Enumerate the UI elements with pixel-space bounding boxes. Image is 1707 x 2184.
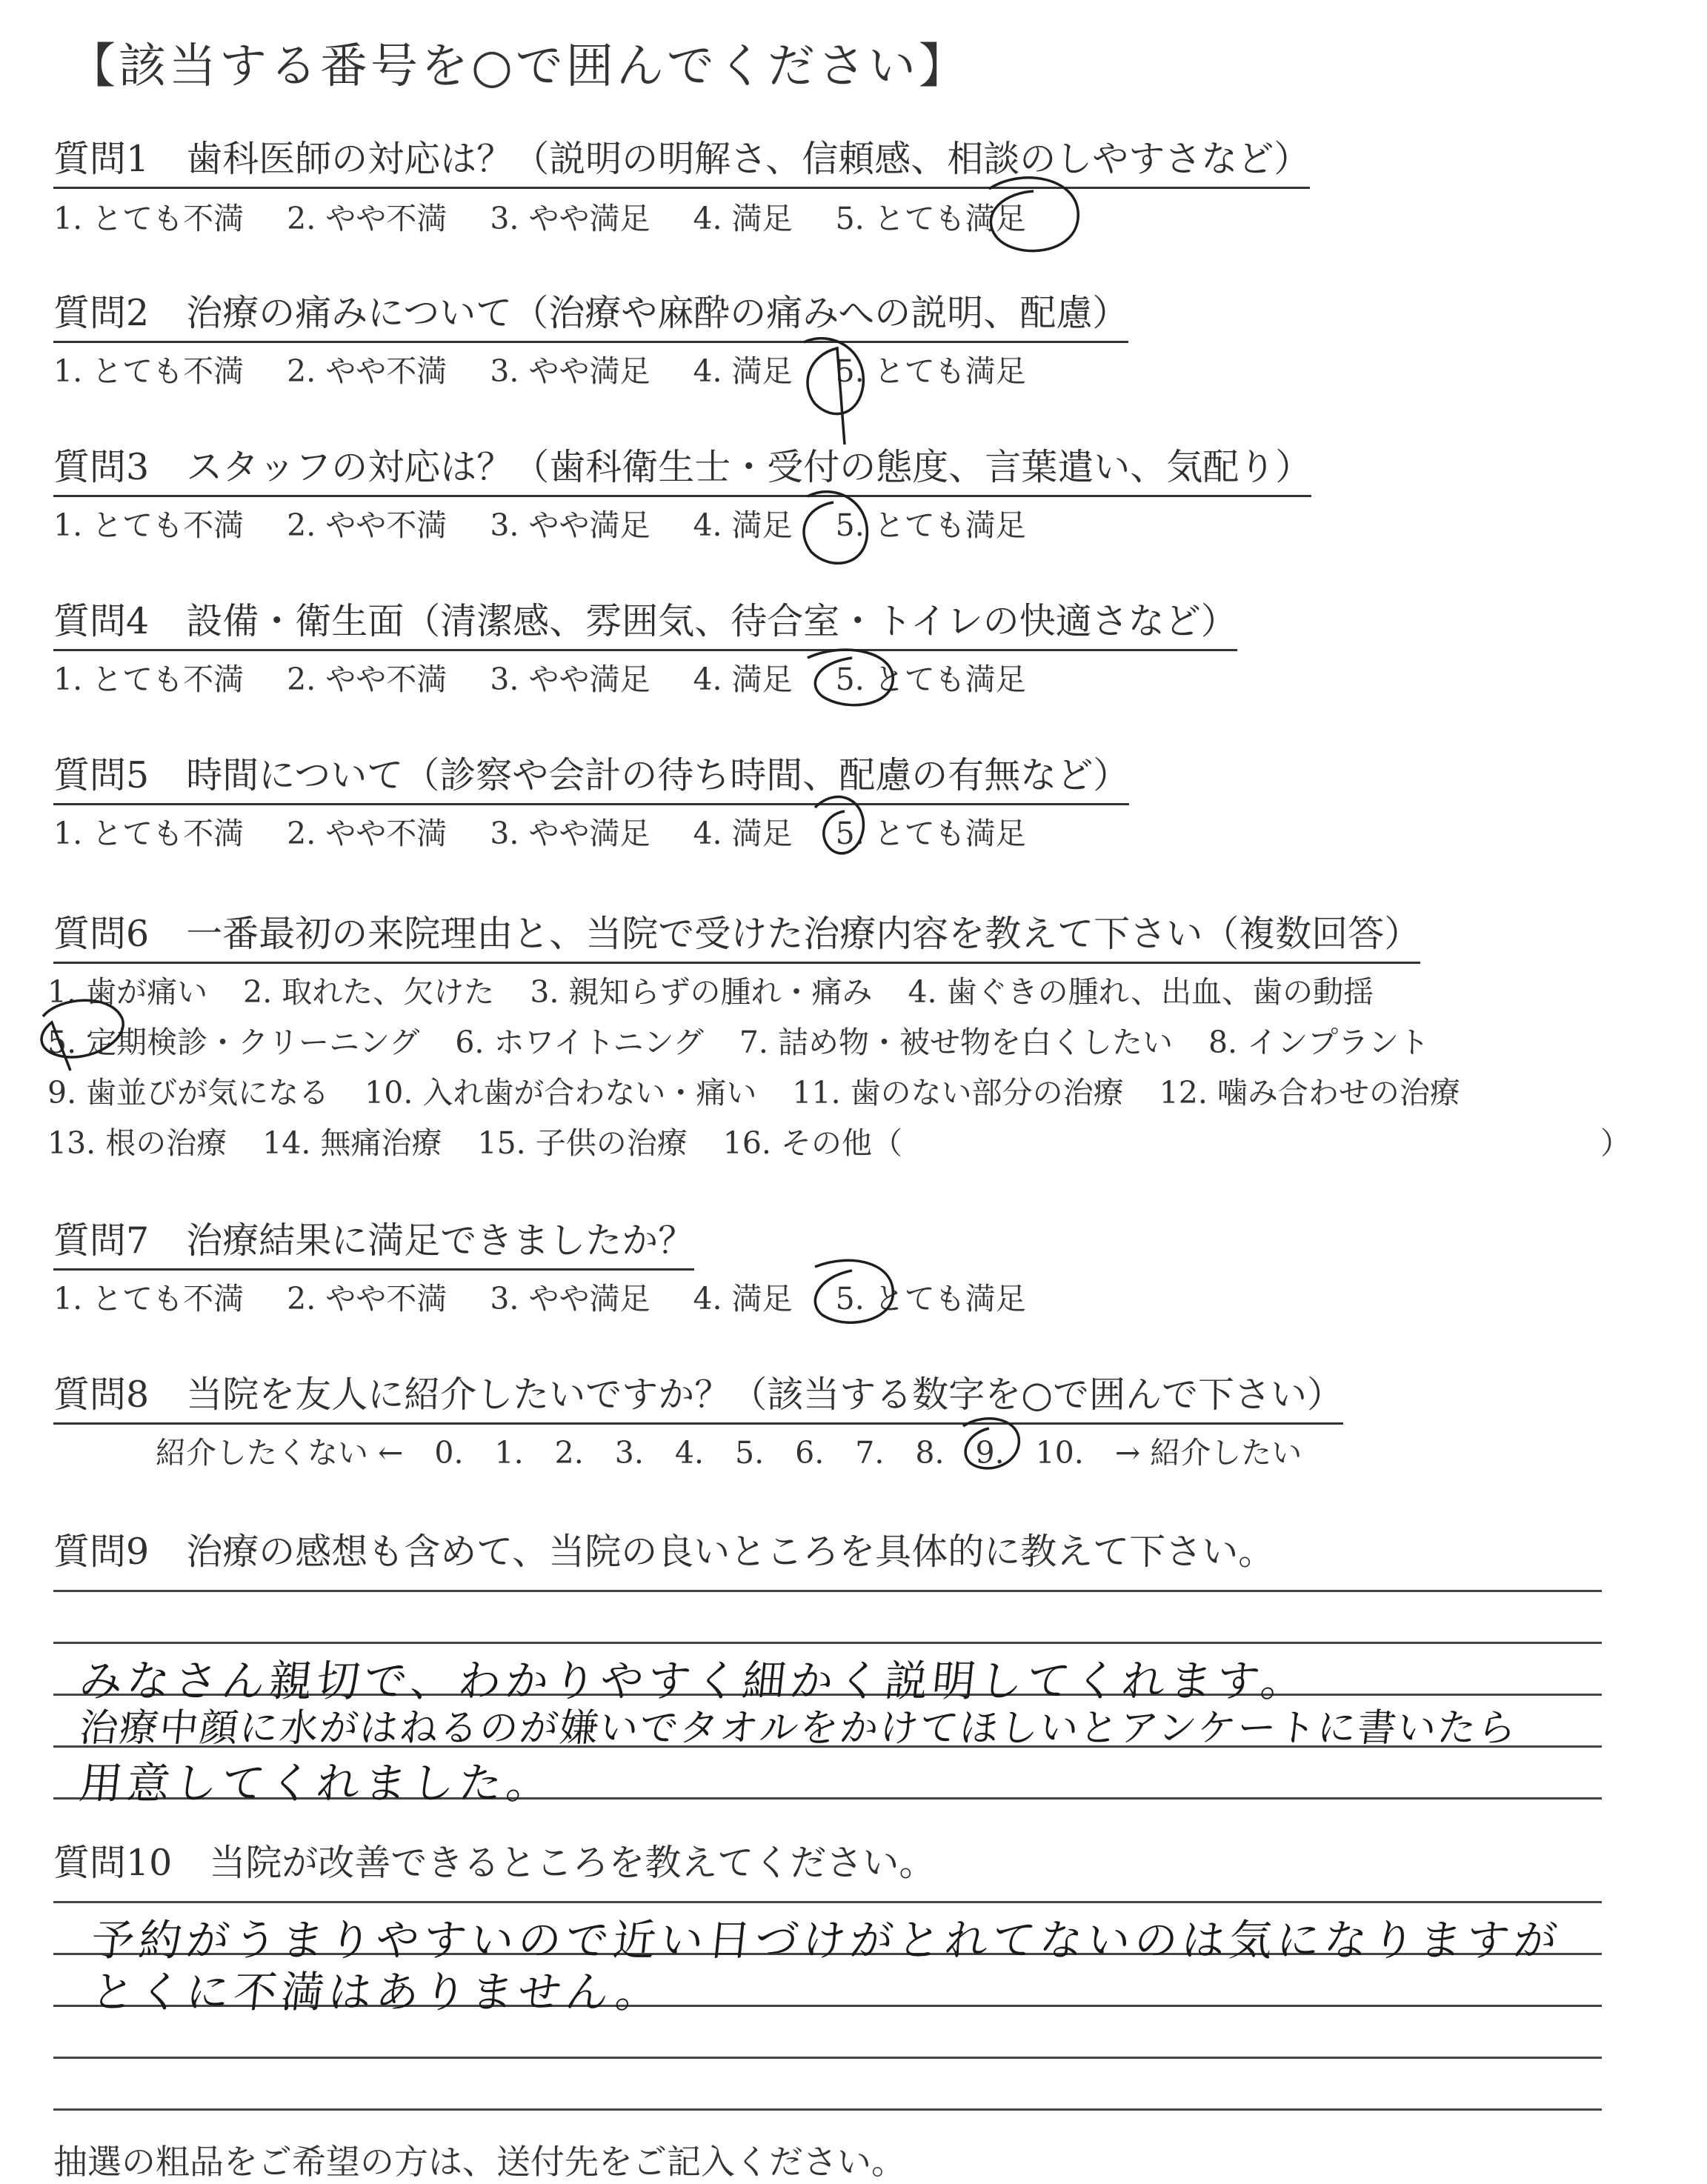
question-9-title bbox=[53, 1523, 1274, 1579]
q5-option-4[interactable]: 4. 満足 bbox=[693, 816, 793, 851]
question-10-number: 質問10 bbox=[53, 1842, 173, 1884]
question-3-text: スタッフの対応は？（歯科衛生士・受付の態度、言葉遣い、気配り） bbox=[186, 446, 1312, 488]
q8-number-0[interactable]: 0. bbox=[434, 1435, 464, 1471]
q6-option-13[interactable]: 13. 根の治療 bbox=[47, 1125, 227, 1161]
q10-answer-line-4 bbox=[53, 2057, 1602, 2059]
q4-option-2[interactable]: 2. やや不満 bbox=[287, 662, 447, 697]
q6-option-1[interactable]: 1. 歯が痛い bbox=[47, 974, 208, 1010]
q1-option-3[interactable]: 3. やや満足 bbox=[490, 201, 650, 236]
q6-option-7[interactable]: 7. 詰め物・被せ物を白くしたい bbox=[739, 1025, 1173, 1060]
q2-option-4[interactable]: 4. 満足 bbox=[693, 353, 793, 389]
question-4-text: 設備・衛生面（清潔感、雰囲気、待合室・トイレの快適さなど） bbox=[186, 600, 1237, 642]
q2-option-3[interactable]: 3. やや満足 bbox=[490, 353, 650, 389]
q8-number-4[interactable]: 4. bbox=[674, 1435, 705, 1471]
question-7-options bbox=[53, 1274, 1069, 1318]
question-5-number: 質問5 bbox=[53, 754, 150, 796]
q4-option-5[interactable]: 5. とても満足 bbox=[835, 662, 1026, 697]
q5-option-5[interactable]: 5. とても満足 bbox=[835, 816, 1026, 851]
q6-option-9[interactable]: 9. 歯並びが気になる bbox=[47, 1075, 330, 1111]
q7-option-3[interactable]: 3. やや満足 bbox=[490, 1281, 650, 1316]
question-4-title bbox=[53, 593, 1237, 651]
q6-option-10[interactable]: 10. 入れ歯が合わない・痛い bbox=[365, 1075, 757, 1111]
question-3-options bbox=[53, 501, 1069, 545]
question-6-title bbox=[53, 905, 1420, 964]
question-6-text: 一番最初の来院理由と、当院で受けた治療内容を教えて下さい（複数回答） bbox=[186, 913, 1421, 955]
q10-answer-line-5 bbox=[53, 2108, 1602, 2111]
q9-answer-text-3[interactable]: 用意してくれました。 bbox=[76, 1758, 557, 1808]
question-1-options bbox=[53, 194, 1069, 238]
q6-option-16[interactable]: 16. その他（ bbox=[722, 1125, 902, 1161]
question-7-title bbox=[53, 1212, 694, 1271]
question-8-scale bbox=[156, 1428, 1333, 1472]
question-5-text: 時間について（診察や会計の待ち時間、配慮の有無など） bbox=[186, 754, 1130, 796]
q8-number-5[interactable]: 5. bbox=[735, 1435, 765, 1471]
q1-option-1[interactable]: 1. とても不満 bbox=[53, 201, 244, 236]
q6-option-11[interactable]: 11. 歯のない部分の治療 bbox=[792, 1075, 1124, 1111]
q5-option-2[interactable]: 2. やや不満 bbox=[287, 816, 447, 851]
q10-answer-text-1[interactable]: 予約がうまりやすいので近い日づけがとれてないのは気になりますが bbox=[88, 1915, 1565, 1965]
q8-number-3[interactable]: 3. bbox=[614, 1435, 644, 1471]
q4-option-1[interactable]: 1. とても不満 bbox=[53, 662, 244, 697]
q5-option-1[interactable]: 1. とても不満 bbox=[53, 816, 244, 851]
q8-number-6[interactable]: 6. bbox=[795, 1435, 825, 1471]
question-10-title bbox=[53, 1834, 935, 1891]
question-2-options bbox=[53, 347, 1069, 390]
q7-option-4[interactable]: 4. 満足 bbox=[693, 1281, 793, 1316]
q2-option-1[interactable]: 1. とても不満 bbox=[53, 353, 244, 389]
q9-answer-text-1[interactable]: みなさん親切で、わかりやすく細かく説明してくれます。 bbox=[76, 1656, 1311, 1706]
q8-number-8[interactable]: 8. bbox=[915, 1435, 945, 1471]
question-8-number: 質問8 bbox=[53, 1374, 150, 1416]
question-7-number: 質問7 bbox=[53, 1219, 150, 1262]
q6-option-5[interactable]: 5. 定期検診・クリーニング bbox=[47, 1025, 420, 1060]
q3-option-3[interactable]: 3. やや満足 bbox=[490, 507, 650, 543]
question-2-title bbox=[53, 284, 1128, 343]
question-5-options bbox=[53, 809, 1069, 853]
q6-option-4[interactable]: 4. 歯ぐきの腫れ、出血、歯の動揺 bbox=[908, 974, 1374, 1010]
question-1-title bbox=[53, 130, 1310, 189]
question-5-title bbox=[53, 747, 1129, 805]
q5-option-3[interactable]: 3. やや満足 bbox=[490, 816, 650, 851]
q4-option-3[interactable]: 3. やや満足 bbox=[490, 662, 650, 697]
q8-number-1[interactable]: 1. bbox=[494, 1435, 524, 1471]
question-3-number: 質問3 bbox=[53, 446, 150, 488]
q8-number-2[interactable]: 2. bbox=[554, 1435, 584, 1471]
q2-option-2[interactable]: 2. やや不満 bbox=[287, 353, 447, 389]
q8-left-label: 紹介したくない ← bbox=[156, 1435, 404, 1471]
question-9-text: 治療の感想も含めて、当院の良いところを具体的に教えて下さい。 bbox=[186, 1531, 1275, 1573]
q6-option-6[interactable]: 6. ホワイトニング bbox=[455, 1025, 704, 1060]
question-7-text: 治療結果に満足できましたか？ bbox=[186, 1219, 695, 1262]
question-2-text: 治療の痛みについて（治療や麻酔の痛みへの説明、配慮） bbox=[186, 292, 1129, 334]
question-8-title bbox=[53, 1366, 1343, 1425]
q10-answer-text-2[interactable]: とくに不満はありません。 bbox=[88, 1967, 666, 2017]
q6-option-3[interactable]: 3. 親知らずの腫れ・痛み bbox=[530, 974, 873, 1010]
q9-answer-line-2 bbox=[53, 1642, 1602, 1644]
q3-option-2[interactable]: 2. やや不満 bbox=[287, 507, 447, 543]
question-1-text: 歯科医師の対応は？（説明の明解さ、信頼感、相談のしやすさなど） bbox=[186, 138, 1311, 180]
question-3-title bbox=[53, 439, 1311, 497]
question-2-number: 質問2 bbox=[53, 292, 150, 334]
q6-option-12[interactable]: 12. 噛み合わせの治療 bbox=[1159, 1075, 1460, 1111]
q8-number-9[interactable]: 9. bbox=[975, 1435, 1005, 1471]
question-10-text: 当院が改善できるところを教えてください。 bbox=[209, 1842, 936, 1884]
q8-number-10[interactable]: 10. bbox=[1035, 1435, 1084, 1471]
q7-option-1[interactable]: 1. とても不満 bbox=[53, 1281, 244, 1316]
q7-option-2[interactable]: 2. やや不満 bbox=[287, 1281, 447, 1316]
q2-option-5[interactable]: 5. とても満足 bbox=[835, 353, 1026, 389]
q6-option-15[interactable]: 15. 子供の治療 bbox=[477, 1125, 688, 1161]
question-6-options-row-3 bbox=[47, 1068, 1496, 1112]
question-4-options bbox=[53, 655, 1069, 699]
question-6-options-row-4 bbox=[47, 1119, 938, 1162]
q3-option-5[interactable]: 5. とても満足 bbox=[835, 507, 1026, 543]
q1-option-5[interactable]: 5. とても満足 bbox=[835, 201, 1026, 236]
question-1-number: 質問1 bbox=[53, 138, 150, 180]
q6-option-14[interactable]: 14. 無痛治療 bbox=[262, 1125, 442, 1161]
q6-option-8[interactable]: 8. インプラント bbox=[1208, 1025, 1430, 1060]
question-9-number: 質問9 bbox=[53, 1531, 150, 1573]
q6-option-2[interactable]: 2. 取れた、欠けた bbox=[243, 974, 495, 1010]
q1-option-4[interactable]: 4. 満足 bbox=[693, 201, 793, 236]
q1-option-2[interactable]: 2. やや不満 bbox=[287, 201, 447, 236]
q8-number-7[interactable]: 7. bbox=[855, 1435, 885, 1471]
footer-note: 抽選の粗品をご希望の方は、送付先をご記入ください。 bbox=[53, 2142, 905, 2182]
question-8-text: 当院を友人に紹介したいですか？（該当する数字を○で囲んで下さい） bbox=[186, 1374, 1343, 1416]
question-6-number: 質問6 bbox=[53, 913, 150, 955]
q7-option-5[interactable]: 5. とても満足 bbox=[835, 1281, 1026, 1316]
form-heading: 【該当する番号を○で囲んでください】 bbox=[68, 39, 969, 94]
question-6-options-row-2 bbox=[47, 1018, 1465, 1062]
q9-answer-line-1 bbox=[53, 1590, 1602, 1592]
q4-option-4[interactable]: 4. 満足 bbox=[693, 662, 793, 697]
q9-answer-text-2[interactable]: 治療中顔に水がはねるのが嫌いでタオルをかけてほしいとアンケートに書いたら bbox=[77, 1706, 1520, 1751]
q3-option-1[interactable]: 1. とても不満 bbox=[53, 507, 244, 543]
q3-option-4[interactable]: 4. 満足 bbox=[693, 507, 793, 543]
q10-answer-line-1 bbox=[53, 1901, 1602, 1903]
q6-other-close-paren: ） bbox=[1600, 1125, 1631, 1161]
question-6-options-row-1 bbox=[47, 968, 1409, 1011]
q8-right-label: → 紹介したい bbox=[1114, 1435, 1302, 1471]
question-4-number: 質問4 bbox=[53, 600, 150, 642]
